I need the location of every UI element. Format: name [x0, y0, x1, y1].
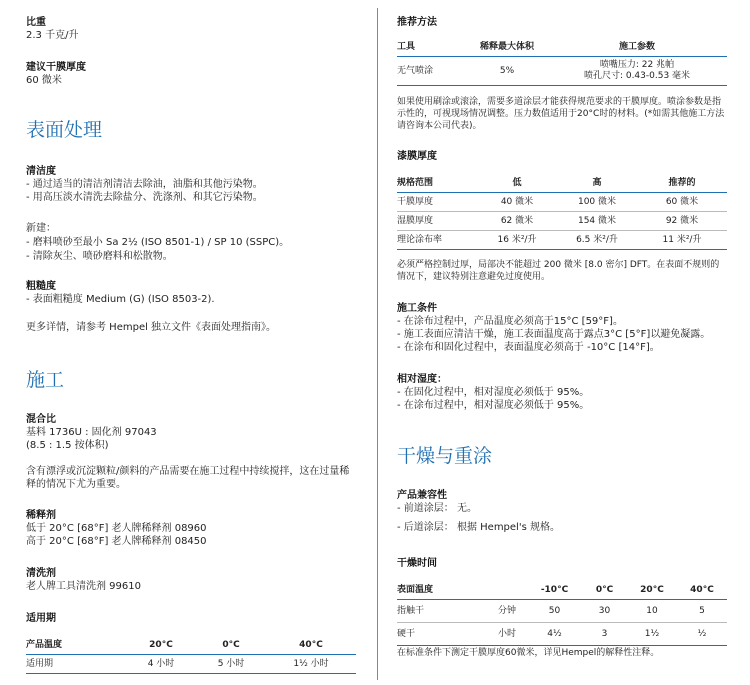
thinner-line: 高于 20°C [68°F] 老人牌稀释剂 08450: [26, 536, 207, 547]
thinner-heading: 稀释剂: [26, 510, 56, 521]
table-cell: 154 微米: [557, 212, 637, 231]
table-header: 40°C: [677, 581, 727, 600]
surface-preparation-title: 表面处理: [26, 119, 103, 141]
drying-time-heading: 干燥时间: [397, 558, 437, 569]
humidity-line: - 在固化过程中，相对湿度必须低于 95%。: [397, 387, 590, 398]
table-cell: 3: [582, 623, 627, 646]
table-header: 高: [557, 174, 637, 193]
table-cell: 指触干: [397, 600, 487, 623]
table-cell: 50: [527, 600, 582, 623]
table-header: [487, 581, 527, 600]
film-thickness-table: [397, 174, 727, 250]
method-table: [397, 38, 727, 86]
table-cell: ½: [677, 623, 727, 646]
table-cell: 1½: [627, 623, 677, 646]
mixing-ratio-heading: 混合比: [26, 414, 56, 425]
new-build-line: - 磨料喷砂至最小 Sa 2½ (ISO 8501-1) / SP 10 (SSPC)。: [26, 237, 290, 248]
compatibility-line: - 后道涂层： 根据 Hempel's 规格。: [397, 522, 560, 533]
roughness-heading: 粗糙度: [26, 281, 56, 292]
conditions-line: - 施工表面应清洁干燥，施工表面温度高于露点3°C [5°F]以避免凝露。: [397, 329, 711, 340]
table-cell: 5: [677, 600, 727, 623]
dft-heading: 建议干膜厚度: [26, 62, 86, 73]
pot-life-table: [26, 636, 356, 674]
table-cell: 10: [627, 600, 677, 623]
table-cell: 100 微米: [557, 193, 637, 212]
table-cell: 无气喷涂: [397, 57, 467, 86]
more-info-text: 更多详情，请参考 Hempel 独立文件《表面处理指南》。: [26, 322, 277, 333]
table-header: 低: [477, 174, 557, 193]
table-cell: 干膜厚度: [397, 193, 477, 212]
table-header: 20°C: [627, 581, 677, 600]
method-note: 如果使用刷涂或滚涂，需要多道涂层才能获得规范要求的干膜厚度。喷涂参数是指示性的，可视现场情况调整。压力数值适用于20°C时的材料。(*如需其他施工方法请咨询本公司代表)。: [397, 97, 725, 131]
humidity-heading: 相对湿度：: [397, 374, 447, 385]
mixing-ratio-line: 基料 1736U : 固化剂 97043: [26, 427, 157, 438]
thinner-line: 低于 20°C [68°F] 老人牌稀释剂 08960: [26, 523, 207, 534]
cleanliness-line: - 用高压淡水清洗去除盐分、洗涤剂、和其它污染物。: [26, 192, 263, 203]
table-header: 施工参数: [547, 38, 727, 57]
table-cell: 湿膜厚度: [397, 212, 477, 231]
pot-life-heading: 适用期: [26, 613, 56, 624]
new-build-label: 新建：: [26, 223, 56, 234]
table-header: 表面温度: [397, 581, 487, 600]
table-cell: [547, 57, 727, 86]
table-cell: 小时: [487, 623, 527, 646]
table-cell: 1½ 小时: [266, 655, 356, 674]
table-cell: 6.5 米²/升: [557, 231, 637, 250]
compatibility-heading: 产品兼容性: [397, 490, 447, 501]
new-build-line: - 清除灰尘、喷砂磨料和松散物。: [26, 251, 173, 262]
table-header: 0°C: [196, 636, 266, 655]
table-cell: 分钟: [487, 600, 527, 623]
column-divider: [377, 8, 378, 680]
table-cell: 16 米²/升: [477, 231, 557, 250]
table-header: 40°C: [266, 636, 356, 655]
table-header: -10°C: [527, 581, 582, 600]
conditions-line: - 在涂布和固化过程中，表面温度必须高于 -10°C [14°F]。: [397, 342, 660, 353]
table-cell: 11 米²/升: [637, 231, 727, 250]
table-header: 稀释最大体积: [467, 38, 547, 57]
method-heading: 推荐方法: [397, 17, 437, 28]
table-cell: 92 微米: [637, 212, 727, 231]
humidity-line: - 在涂布过程中，相对湿度必须低于 95%。: [397, 400, 590, 411]
specific-gravity-heading: 比重: [26, 17, 46, 28]
compatibility-line: - 前道涂层： 无。: [397, 503, 477, 514]
table-cell: 40 微米: [477, 193, 557, 212]
nozzle-size: 喷孔尺寸: 0.43-0.53 毫米: [583, 71, 691, 81]
film-thickness-heading: 漆膜厚度: [397, 151, 437, 162]
conditions-heading: 施工条件: [397, 303, 437, 314]
table-cell: 30: [582, 600, 627, 623]
table-cell: 62 微米: [477, 212, 557, 231]
table-header: 20°C: [126, 636, 196, 655]
table-header: 推荐的: [637, 174, 727, 193]
table-header: 0°C: [582, 581, 627, 600]
table-cell: 硬干: [397, 623, 487, 646]
drying-time-table: [397, 581, 727, 646]
stir-note: 含有漂浮或沉淀颗粒/颜料的产品需要在施工过程中持续搅拌，这在过量稀释的情况下尤为重要。: [26, 466, 350, 490]
cleaner-heading: 清洗剂: [26, 568, 56, 579]
drying-note: 在标准条件下测定干膜厚度60微米，详见Hempel的解释性注释。: [397, 648, 660, 658]
table-cell: 60 微米: [637, 193, 727, 212]
table-cell: 适用期: [26, 655, 126, 674]
table-header: 产品温度: [26, 636, 126, 655]
mixing-ratio-line: (8.5 : 1.5 按体积): [26, 440, 109, 451]
table-header: 工具: [397, 38, 467, 57]
table-cell: 5 小时: [196, 655, 266, 674]
roughness-line: - 表面粗糙度 Medium (G) (ISO 8503-2).: [26, 294, 215, 305]
conditions-line: - 在涂布过程中，产品温度必须高于15°C [59°F]。: [397, 316, 623, 327]
specific-gravity-value: 2.3 千克/升: [26, 30, 79, 41]
table-cell: 5%: [467, 57, 547, 86]
cleaner-line: 老人牌工具清洗剂 99610: [26, 581, 141, 592]
table-cell: 4 小时: [126, 655, 196, 674]
spray-pressure: 喷嘴压力: 22 兆帕: [599, 60, 675, 70]
application-title: 施工: [26, 369, 65, 391]
table-cell: 4½: [527, 623, 582, 646]
cleanliness-line: - 通过适当的清洁剂清洁去除油，油脂和其他污染物。: [26, 179, 263, 190]
drying-recoating-title: 干燥与重涂: [397, 445, 493, 467]
film-note: 必须严格控制过厚，局部决不能超过 200 微米 [8.0 密尔] DFT。在表面不规则的情况下，建议特别注意避免过度使用。: [397, 260, 720, 282]
table-cell: 理论涂布率: [397, 231, 477, 250]
table-header: 规格范围: [397, 174, 477, 193]
dft-value: 60 微米: [26, 75, 62, 86]
cleanliness-heading: 清洁度: [26, 166, 56, 177]
